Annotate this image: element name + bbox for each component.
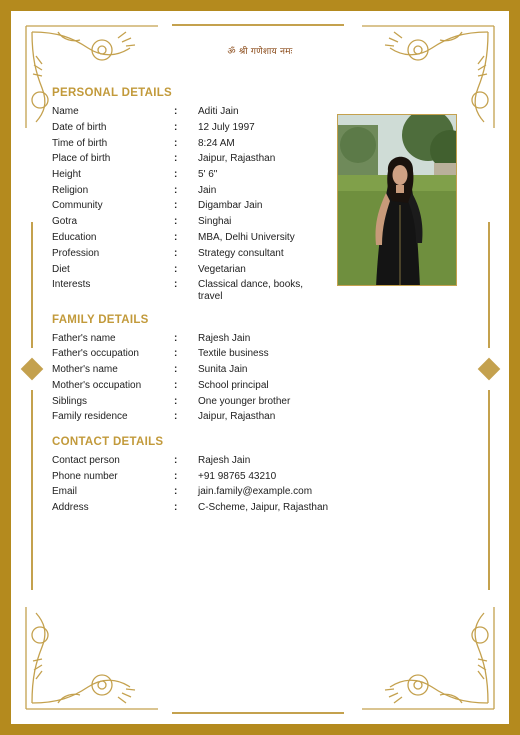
detail-value: Strategy consultant (198, 248, 284, 259)
detail-value: Jain (198, 185, 217, 196)
detail-value: 12 July 1997 (198, 122, 255, 133)
detail-value: Rajesh Jain (198, 455, 251, 466)
detail-label: Interests (52, 279, 91, 290)
detail-row (52, 502, 352, 518)
separator: : (174, 411, 178, 422)
corner-ornament-bottom-right (352, 602, 502, 717)
separator: : (174, 185, 178, 196)
detail-value: +91 98765 43210 (198, 471, 277, 482)
left-lower-line (31, 390, 33, 590)
detail-label: Gotra (52, 216, 78, 227)
detail-row (52, 455, 352, 471)
separator: : (174, 138, 178, 149)
separator: : (174, 455, 178, 466)
separator: : (174, 333, 178, 344)
detail-label: Name (52, 106, 79, 117)
separator: : (174, 169, 178, 180)
contact-details-heading: CONTACT DETAILS (52, 436, 164, 448)
detail-label: Mother's occupation (52, 380, 142, 391)
detail-row (52, 486, 352, 502)
detail-row (52, 216, 352, 232)
detail-row (52, 364, 352, 380)
left-upper-line (31, 222, 33, 348)
bottom-divider (172, 712, 344, 714)
detail-row (52, 106, 352, 122)
detail-row (52, 411, 352, 427)
separator: : (174, 264, 178, 275)
separator: : (174, 122, 178, 133)
detail-row (52, 169, 352, 185)
detail-row (52, 380, 352, 396)
separator: : (174, 396, 178, 407)
detail-label: Contact person (52, 455, 120, 466)
detail-value: School principal (198, 380, 269, 391)
detail-label: Height (52, 169, 81, 180)
detail-label: Father's name (52, 333, 116, 344)
detail-label: Siblings (52, 396, 88, 407)
detail-row (52, 264, 352, 280)
detail-value: Aditi Jain (198, 106, 239, 117)
right-upper-line (488, 222, 490, 348)
separator: : (174, 153, 178, 164)
detail-value: Digambar Jain (198, 200, 263, 211)
detail-row (52, 471, 352, 487)
detail-value: C-Scheme, Jaipur, Rajasthan (198, 502, 329, 513)
separator: : (174, 106, 178, 117)
family-details-heading: FAMILY DETAILS (52, 314, 149, 326)
detail-row (52, 396, 352, 412)
separator: : (174, 248, 178, 259)
detail-row (52, 153, 352, 169)
separator: : (174, 364, 178, 375)
right-lower-line (488, 390, 490, 590)
detail-value: 5' 6" (198, 169, 218, 180)
separator: : (174, 471, 178, 482)
corner-ornament-bottom-left (18, 602, 168, 717)
detail-label: Date of birth (52, 122, 107, 133)
detail-row (52, 348, 352, 364)
detail-value: Rajesh Jain (198, 333, 251, 344)
detail-value: MBA, Delhi University (198, 232, 295, 243)
detail-value: Classical dance, books, travel (198, 279, 304, 302)
separator: : (174, 348, 178, 359)
detail-label: Education (52, 232, 97, 243)
separator: : (174, 279, 178, 290)
top-divider (172, 24, 344, 26)
detail-label: Email (52, 486, 78, 497)
detail-value: Sunita Jain (198, 364, 248, 375)
detail-label: Time of birth (52, 138, 108, 149)
detail-label: Profession (52, 248, 100, 259)
detail-row (52, 122, 352, 138)
detail-label: Place of birth (52, 153, 111, 164)
personal-details-heading: PERSONAL DETAILS (52, 87, 173, 99)
profile-photo (337, 114, 457, 286)
separator: : (174, 380, 178, 391)
detail-row (52, 138, 352, 154)
detail-label: Phone number (52, 471, 118, 482)
detail-row (52, 279, 352, 305)
detail-value: Textile business (198, 348, 269, 359)
detail-value: Vegetarian (198, 264, 246, 275)
separator: : (174, 200, 178, 211)
detail-row (52, 200, 352, 216)
detail-row (52, 232, 352, 248)
detail-label: Religion (52, 185, 89, 196)
detail-row (52, 333, 352, 349)
detail-value: Singhai (198, 216, 232, 227)
profile-photo-image (338, 115, 457, 286)
detail-value: Jaipur, Rajasthan (198, 411, 276, 422)
detail-label: Diet (52, 264, 70, 275)
detail-label: Address (52, 502, 89, 513)
detail-label: Family residence (52, 411, 128, 422)
separator: : (174, 232, 178, 243)
separator: : (174, 486, 178, 497)
separator: : (174, 502, 178, 513)
detail-row (52, 248, 352, 264)
detail-label: Community (52, 200, 103, 211)
detail-label: Mother's name (52, 364, 118, 375)
detail-row (52, 185, 352, 201)
detail-value: One younger brother (198, 396, 291, 407)
blessing-header: ॐ श्री गणेशाय नमः (227, 47, 293, 57)
detail-value: 8:24 AM (198, 138, 235, 149)
separator: : (174, 216, 178, 227)
detail-value: Jaipur, Rajasthan (198, 153, 276, 164)
detail-label: Father's occupation (52, 348, 139, 359)
detail-value: jain.family@example.com (198, 486, 313, 497)
